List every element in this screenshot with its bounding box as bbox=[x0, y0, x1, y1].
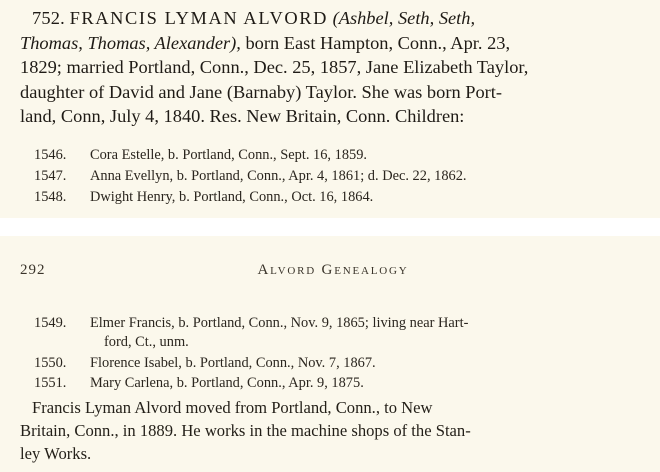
closing-line-3: ley Works. bbox=[20, 444, 92, 463]
closing-line-1: Francis Lyman Alvord moved from Portland, Conn., to New bbox=[32, 398, 433, 417]
entry-ancestry-1: (Ashbel, Seth, Seth, bbox=[332, 8, 476, 28]
entry-line-3: 1829; married Portland, Conn., Dec. 25, 1857, Jane Elizabeth Taylor, bbox=[20, 57, 529, 77]
child-number: 1547. bbox=[34, 168, 67, 184]
child-text: Mary Carlena, b. Portland, Conn., Apr. 9, 1875. bbox=[90, 375, 364, 391]
child-entry bbox=[34, 354, 376, 372]
child-number: 1546. bbox=[34, 147, 67, 163]
page-gap bbox=[0, 218, 660, 236]
running-head bbox=[20, 262, 646, 282]
entry-paragraph bbox=[20, 6, 646, 129]
entry-name: FRANCIS LYMAN ALVORD bbox=[69, 8, 328, 28]
entry-ancestry-2: Thomas, Thomas, Alexander), bbox=[20, 32, 241, 53]
child-number: 1551. bbox=[34, 375, 67, 391]
entry-line-4: daughter of David and Jane (Barnaby) Taylor. She was born Port- bbox=[20, 81, 503, 102]
entry-birth: born East Hampton, Conn., Apr. 23, bbox=[240, 32, 511, 53]
child-text: Dwight Henry, b. Portland, Conn., Oct. 16, 1864. bbox=[90, 189, 374, 205]
child-number: 1548. bbox=[34, 189, 67, 205]
closing-line-2: Britain, Conn., in 1889. He works in the machine shops of the Stan- bbox=[20, 421, 471, 440]
child-text: Cora Estelle, b. Portland, Conn., Sept. 16, 1859. bbox=[90, 147, 367, 163]
entry-line-1 bbox=[20, 6, 646, 31]
child-entry bbox=[34, 146, 367, 164]
child-entry bbox=[34, 374, 364, 392]
entry-line-2 bbox=[20, 31, 646, 56]
entry-line-5: land, Conn, July 4, 1840. Res. New Britain, Conn. Children: bbox=[20, 106, 465, 126]
child-entry bbox=[34, 167, 467, 185]
page-number: 292 bbox=[20, 262, 46, 278]
child-entry bbox=[34, 188, 373, 206]
child-entry bbox=[34, 314, 468, 332]
closing-paragraph bbox=[20, 396, 646, 465]
child-text: Elmer Francis, b. Portland, Conn., Nov. 9, 1865; living near Hart- bbox=[90, 315, 469, 331]
child-text: Anna Evellyn, b. Portland, Conn., Apr. 4, 1861; d. Dec. 22, 1862. bbox=[90, 168, 467, 184]
running-title: Alvord Genealogy bbox=[257, 262, 409, 278]
child-text: Florence Isabel, b. Portland, Conn., Nov. 7, 1867. bbox=[90, 355, 376, 371]
entry-number: 752. bbox=[32, 8, 65, 28]
child-number: 1550. bbox=[34, 355, 67, 371]
child-number: 1549. bbox=[34, 315, 67, 331]
child-continuation: ford, Ct., unm. bbox=[104, 334, 189, 350]
